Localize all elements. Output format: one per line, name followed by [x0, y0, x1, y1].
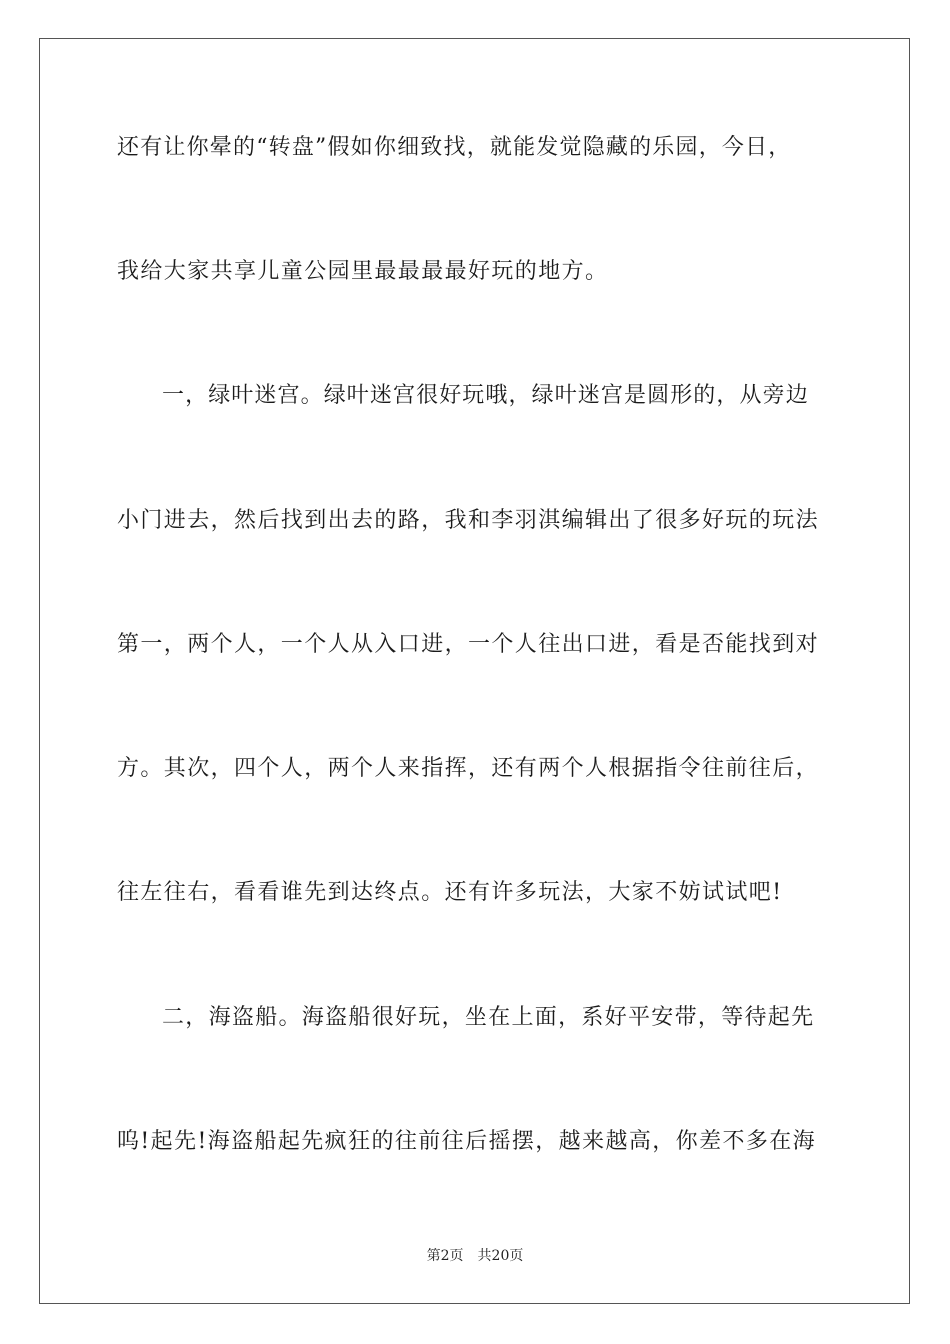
text-line-4: 小门进去，然后找到出去的路，我和李羽淇编辑出了很多好玩的玩法: [117, 508, 820, 533]
text-line-1: 还有让你晕的“转盘”假如你细致找，就能发觉隐藏的乐园，今日，: [117, 135, 792, 160]
page-border: [39, 38, 910, 1304]
total-pages: 共20页: [477, 1248, 524, 1264]
page-footer: [0, 1247, 950, 1265]
paragraph-pirate-ship-line-1: 二，海盗船。海盗船很好玩，坐在上面，系好平安带，等待起先: [162, 1005, 815, 1030]
text-line-6: 方。其次，四个人，两个人来指挥，还有两个人根据指令往前往后，: [117, 756, 820, 781]
text-line-7: 往左往右，看看谁先到达终点。还有许多玩法，大家不妨试试吧!: [117, 880, 783, 905]
text-line-2: 我给大家共享儿童公园里最最最最好玩的地方。: [117, 259, 609, 284]
text-line-5: 第一，两个人，一个人从入口进，一个人往出口进，看是否能找到对: [117, 632, 820, 657]
paragraph-maze-line-1: 一，绿叶迷宫。绿叶迷宫很好玩哦，绿叶迷宫是圆形的，从旁边: [162, 383, 809, 408]
text-line-9: 呜!起先!海盗船起先疯狂的往前往后摇摆，越来越高，你差不多在海: [117, 1129, 817, 1154]
page-number: 第2页: [426, 1248, 464, 1264]
